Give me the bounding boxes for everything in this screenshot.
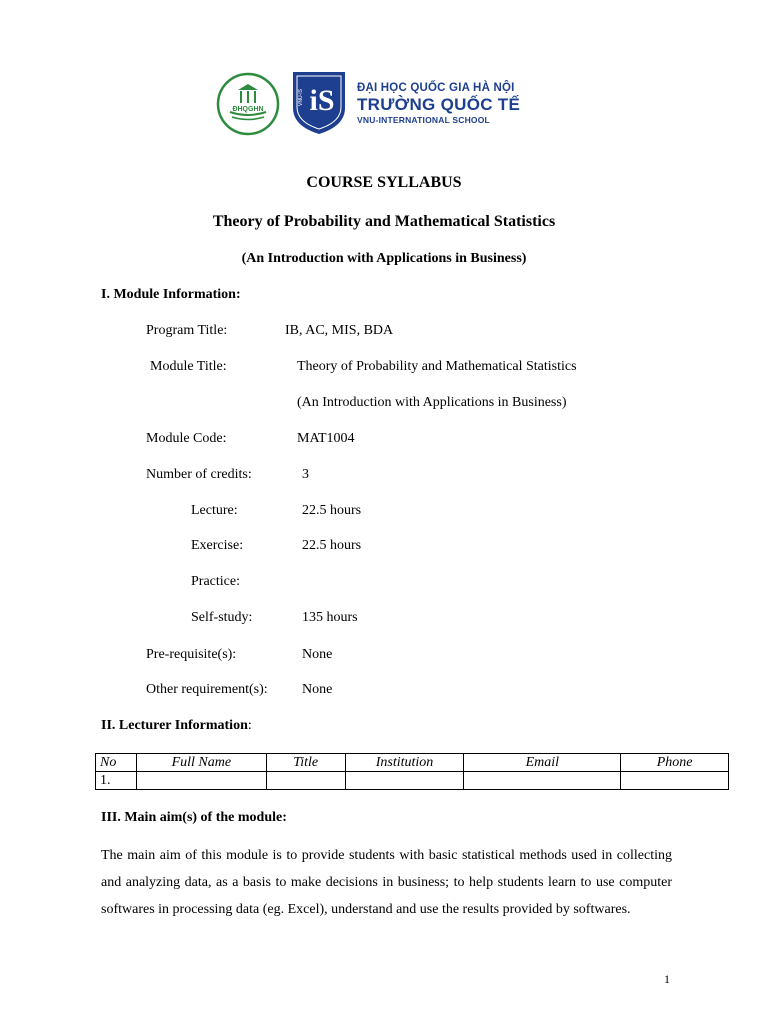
table-cell-full-name: [136, 772, 266, 790]
vnu-logo-text: ĐHQGHN: [232, 106, 264, 113]
course-title: Theory of Probability and Mathematical Statistics: [212, 213, 556, 230]
lecturer-info-heading: [101, 718, 252, 734]
other-requirements-label: Other requirement(s):: [146, 682, 268, 697]
prerequisite-label: Pre-requisite(s):: [146, 647, 237, 662]
school-name-line2: TRƯỜNG QUỐC TẾ: [357, 95, 521, 114]
column-header-email: Email: [464, 754, 621, 772]
main-aims-paragraph: The main aim of this module is to provide students with basic statistical methods used in collecting and analyzing data, as a basis to make decisions in business; to help students learn to use computer softwares in processing data (eg. Excel), understand and use the results provided by softwares.: [101, 848, 672, 917]
self-study-value: 135 hours: [302, 610, 358, 625]
prerequisite-value: None: [302, 647, 333, 662]
table-cell-institution: [345, 772, 464, 790]
column-header-institution: Institution: [345, 754, 464, 772]
lecturer-info-heading-text: II. Lecturer Information: [101, 718, 248, 733]
is-logo-text: iS: [309, 84, 335, 117]
table-cell-no: 1.: [96, 772, 137, 790]
module-title-value-subtitle: (An Introduction with Applications in Business): [297, 395, 567, 410]
program-title-label: Program Title:: [146, 323, 228, 338]
column-header-no: No: [96, 754, 137, 772]
table-cell-title: [266, 772, 345, 790]
course-subtitle: (An Introduction with Applications in Business): [241, 251, 527, 266]
column-header-title: Title: [266, 754, 345, 772]
self-study-label: Self-study:: [191, 610, 253, 625]
table-cell-phone: [621, 772, 729, 790]
module-info-heading: I. Module Information:: [101, 287, 241, 302]
other-requirements-value: None: [302, 682, 333, 697]
is-shield-logo: [291, 70, 347, 136]
is-logo-side-text: VNU-IS: [298, 89, 304, 106]
school-name-line1: ĐẠI HỌC QUỐC GIA HÀ NỘI: [357, 82, 515, 94]
exercise-value: 22.5 hours: [302, 538, 362, 553]
practice-label: Practice:: [191, 574, 240, 589]
module-title-value: Theory of Probability and Mathematical Statistics: [297, 359, 577, 374]
column-header-phone: Phone: [621, 754, 729, 772]
column-header-full-name: Full Name: [136, 754, 266, 772]
lecturer-table: [95, 753, 729, 790]
school-name-line3: VNU-INTERNATIONAL SCHOOL: [357, 115, 490, 125]
school-name-block: [357, 82, 520, 126]
main-aims-heading: III. Main aim(s) of the module:: [101, 810, 287, 825]
lecturer-info-heading-colon: :: [247, 718, 252, 733]
table-row: [96, 772, 729, 790]
program-title-value: IB, AC, MIS, BDA: [285, 323, 394, 338]
module-code-label: Module Code:: [146, 431, 227, 446]
lecture-value: 22.5 hours: [302, 503, 362, 518]
lecture-label: Lecture:: [191, 503, 238, 518]
lecturer-table-header-row: [96, 754, 729, 772]
credits-label: Number of credits:: [146, 467, 252, 482]
credits-value: 3: [302, 467, 309, 482]
module-code-value: MAT1004: [297, 431, 355, 446]
module-title-label: Module Title:: [150, 359, 227, 374]
vnu-logo: [216, 72, 280, 136]
exercise-label: Exercise:: [191, 538, 244, 553]
table-cell-email: [464, 772, 621, 790]
document-title: COURSE SYLLABUS: [306, 174, 462, 191]
page-number: 1: [664, 972, 670, 986]
